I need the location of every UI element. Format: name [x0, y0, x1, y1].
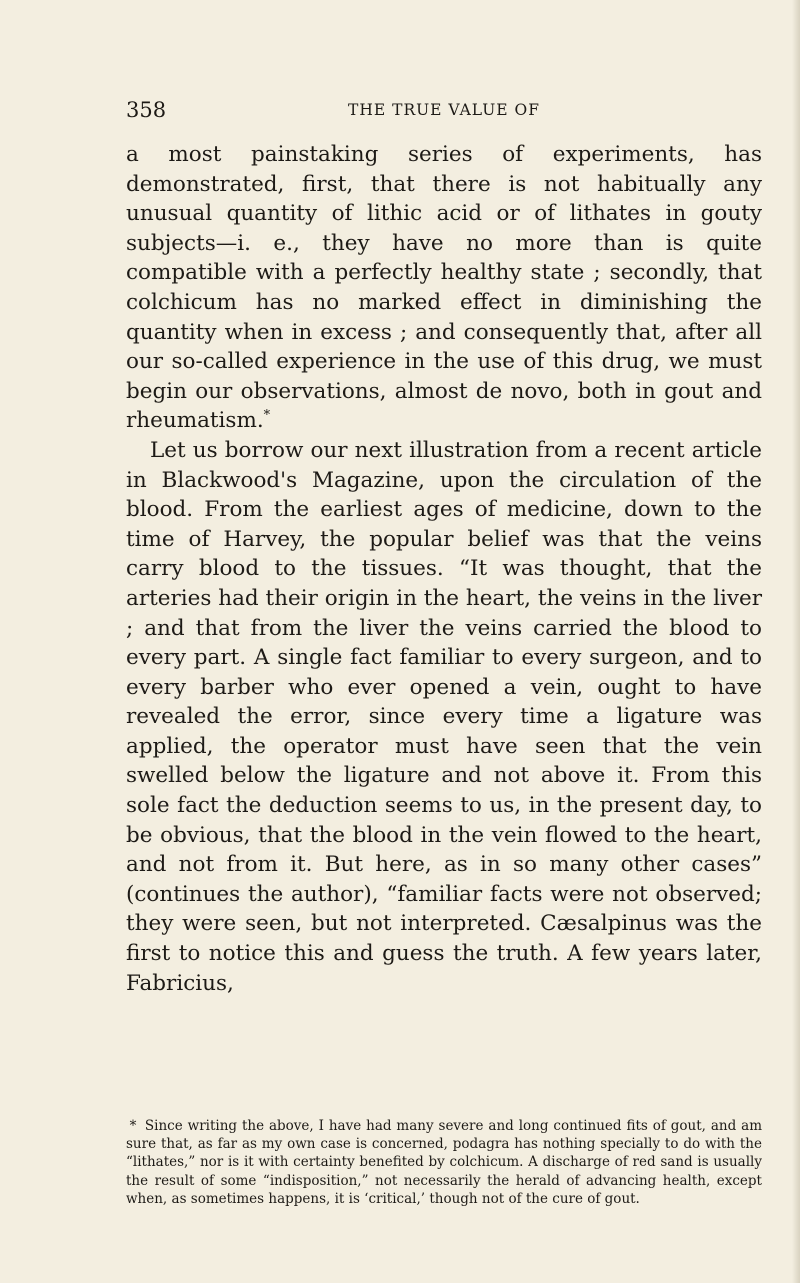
- running-title: THE TRUE VALUE OF: [348, 101, 540, 119]
- body-text: [126, 140, 762, 998]
- page-edge-shadow: [792, 0, 800, 1283]
- footnote-text: Since writing the above, I have had many severe and long continued fits of gout, and am sure that, as far as my own case is concerned, podagra has nothing specially to do with the “lithates,” nor is it with certainty benefited by colchicum. A discharge of red sand is usually the result of some “indisposition,” not necessarily the herald of advancing health, except when, as sometimes happens, it is ‘critical,’ though not of the cure of gout.: [126, 1118, 762, 1207]
- paragraph-1: [126, 140, 762, 436]
- paragraph-2: Let us borrow our next illustration from a recent article in Blackwood's Magazine, upon the circulation of the blood. From the earliest ages of medicine, down to the time of Harvey, the popular belief was that the veins carry blood to the tissues. “It was thought, that the arteries had their origin in the heart, the veins in the liver ; and that from the liver the veins carried the blood to every part. A single fact familiar to every surgeon, and to every barber who ever opened a vein, ought to have revealed the error, since every time a ligature was applied, the operator must have seen that the vein swelled below the ligature and not above it. From this sole fact the deduction seems to us, in the present day, to be obvious, that the blood in the vein flowed to the heart, and not from it. But here, as in so many other cases” (continues the author), “familiar facts were not observed; they were seen, but not interpreted. Cæsalpinus was the first to notice this and guess the truth. A few years later, Fabricius,: [126, 437, 762, 996]
- page-number: 358: [126, 98, 167, 122]
- page-header: [126, 98, 762, 128]
- paragraph-1-text: a most painstaking series of experiments, has demonstrated, first, that there is not habitually any unusual quantity of lithic acid or of lithates in gouty subjects—i. e., they have no more than is quite compatible with a perfectly healthy state ; secondly, that colchicum has no marked effect in diminishing the quantity when in excess ; and consequently that, after all our so-called experience in the use of this drug, we must begin our observations, almost de novo, both in gout and rheumatism.: [126, 142, 762, 434]
- footnote-reference: *: [263, 408, 271, 424]
- footnote-marker: *: [129, 1118, 137, 1134]
- footnote: [126, 1117, 762, 1208]
